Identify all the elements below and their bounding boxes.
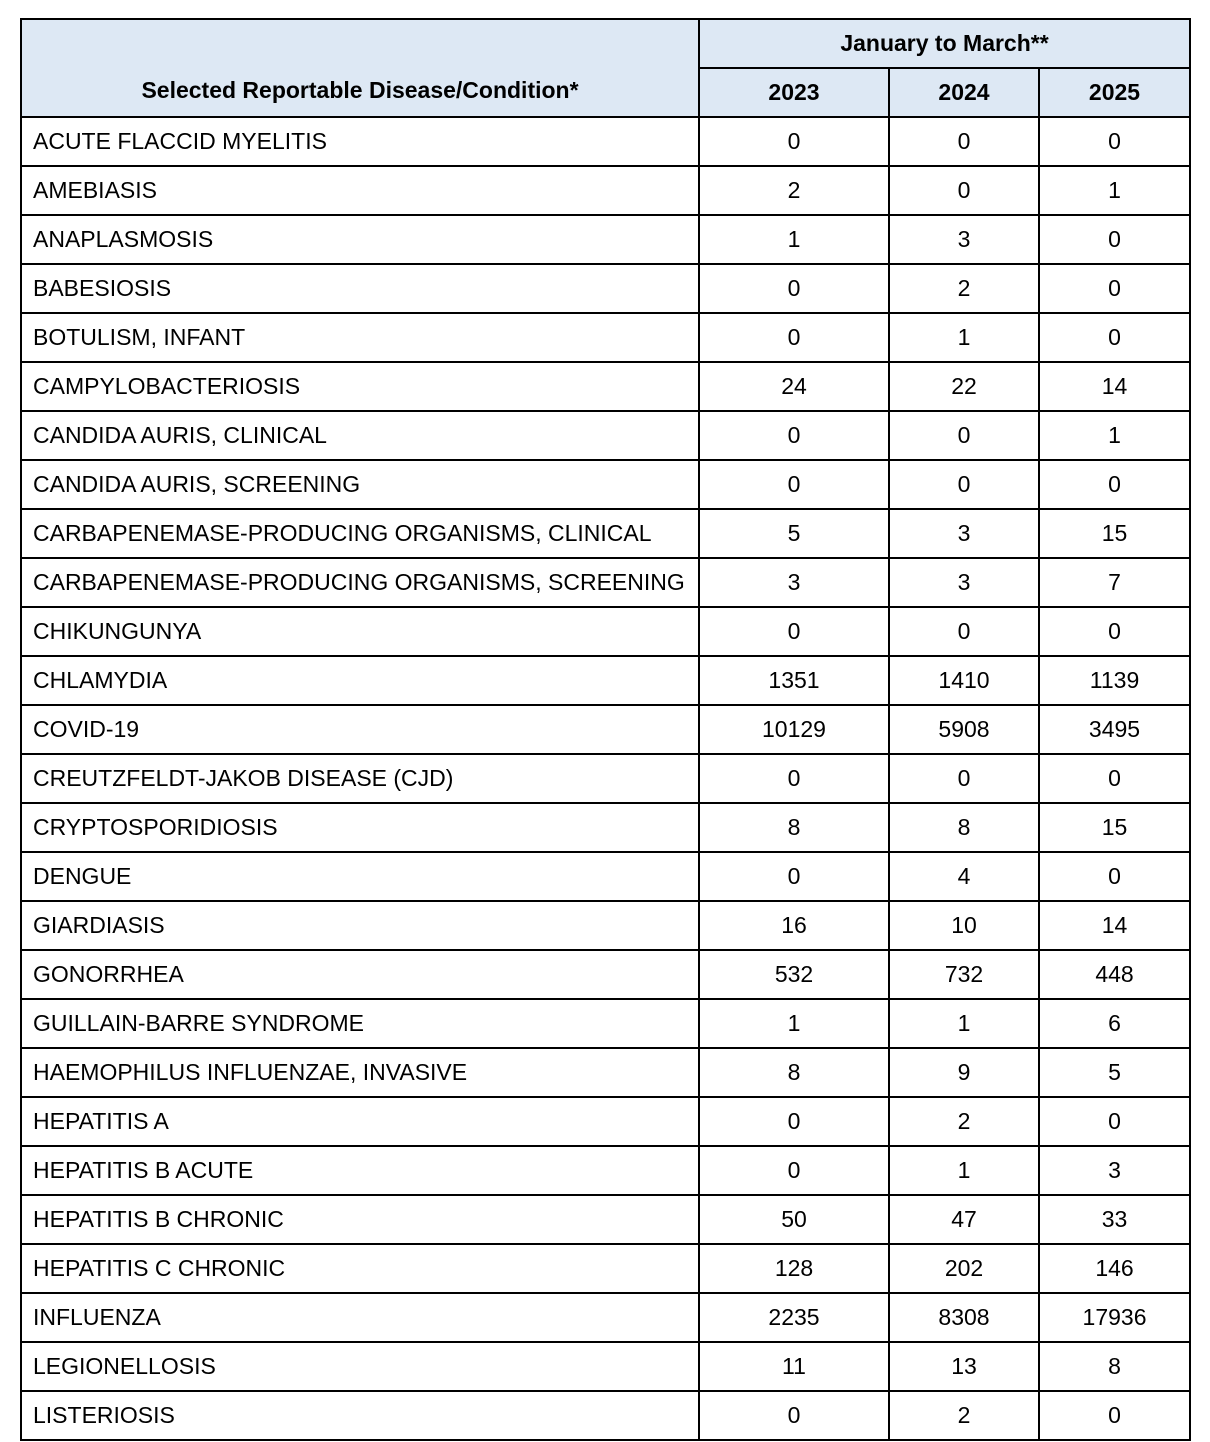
count-cell-2025: 1 bbox=[1039, 166, 1190, 215]
count-cell-2023: 0 bbox=[699, 852, 889, 901]
condition-name-cell: CANDIDA AURIS, SCREENING bbox=[21, 460, 699, 509]
condition-name-cell: BOTULISM, INFANT bbox=[21, 313, 699, 362]
table-row bbox=[21, 313, 1190, 362]
count-cell-2024: 0 bbox=[889, 607, 1039, 656]
table-row bbox=[21, 803, 1190, 852]
table-row bbox=[21, 264, 1190, 313]
condition-name-cell: LEGIONELLOSIS bbox=[21, 1342, 699, 1391]
count-cell-2025: 1139 bbox=[1039, 656, 1190, 705]
condition-name-cell: CREUTZFELDT-JAKOB DISEASE (CJD) bbox=[21, 754, 699, 803]
condition-name-cell: CHLAMYDIA bbox=[21, 656, 699, 705]
period-column-header: January to March** bbox=[699, 19, 1190, 68]
count-cell-2023: 2235 bbox=[699, 1293, 889, 1342]
table-row bbox=[21, 411, 1190, 460]
count-cell-2024: 0 bbox=[889, 460, 1039, 509]
table-row bbox=[21, 1293, 1190, 1342]
condition-name-cell: GONORRHEA bbox=[21, 950, 699, 999]
condition-name-cell: GIARDIASIS bbox=[21, 901, 699, 950]
condition-name-cell: HEPATITIS C CHRONIC bbox=[21, 1244, 699, 1293]
count-cell-2025: 17936 bbox=[1039, 1293, 1190, 1342]
header-row-period bbox=[21, 19, 1190, 68]
table-body bbox=[21, 117, 1190, 1440]
table-row bbox=[21, 852, 1190, 901]
count-cell-2024: 1 bbox=[889, 999, 1039, 1048]
count-cell-2025: 0 bbox=[1039, 754, 1190, 803]
count-cell-2023: 0 bbox=[699, 264, 889, 313]
condition-name-cell: CARBAPENEMASE-PRODUCING ORGANISMS, CLINICAL bbox=[21, 509, 699, 558]
count-cell-2023: 0 bbox=[699, 1146, 889, 1195]
condition-name-cell: AMEBIASIS bbox=[21, 166, 699, 215]
count-cell-2025: 448 bbox=[1039, 950, 1190, 999]
count-cell-2024: 202 bbox=[889, 1244, 1039, 1293]
table-row bbox=[21, 656, 1190, 705]
year-column-header: 2023 bbox=[699, 68, 889, 117]
count-cell-2025: 7 bbox=[1039, 558, 1190, 607]
count-cell-2024: 3 bbox=[889, 558, 1039, 607]
count-cell-2024: 10 bbox=[889, 901, 1039, 950]
condition-name-cell: GUILLAIN-BARRE SYNDROME bbox=[21, 999, 699, 1048]
count-cell-2023: 1351 bbox=[699, 656, 889, 705]
table-row bbox=[21, 1342, 1190, 1391]
count-cell-2024: 0 bbox=[889, 117, 1039, 166]
count-cell-2024: 1 bbox=[889, 313, 1039, 362]
count-cell-2024: 2 bbox=[889, 264, 1039, 313]
count-cell-2023: 2 bbox=[699, 166, 889, 215]
count-cell-2023: 11 bbox=[699, 1342, 889, 1391]
count-cell-2025: 1 bbox=[1039, 411, 1190, 460]
count-cell-2025: 15 bbox=[1039, 803, 1190, 852]
table-row bbox=[21, 166, 1190, 215]
count-cell-2024: 0 bbox=[889, 166, 1039, 215]
count-cell-2024: 732 bbox=[889, 950, 1039, 999]
year-column-header: 2025 bbox=[1039, 68, 1190, 117]
count-cell-2024: 2 bbox=[889, 1097, 1039, 1146]
count-cell-2025: 3495 bbox=[1039, 705, 1190, 754]
count-cell-2023: 0 bbox=[699, 117, 889, 166]
table-row bbox=[21, 558, 1190, 607]
count-cell-2025: 0 bbox=[1039, 1097, 1190, 1146]
condition-name-cell: CAMPYLOBACTERIOSIS bbox=[21, 362, 699, 411]
count-cell-2024: 0 bbox=[889, 754, 1039, 803]
count-cell-2023: 0 bbox=[699, 1097, 889, 1146]
count-cell-2025: 14 bbox=[1039, 362, 1190, 411]
condition-name-cell: CHIKUNGUNYA bbox=[21, 607, 699, 656]
condition-name-cell: CANDIDA AURIS, CLINICAL bbox=[21, 411, 699, 460]
condition-name-cell: HEPATITIS B CHRONIC bbox=[21, 1195, 699, 1244]
table-row bbox=[21, 1195, 1190, 1244]
count-cell-2025: 6 bbox=[1039, 999, 1190, 1048]
count-cell-2024: 9 bbox=[889, 1048, 1039, 1097]
table-row bbox=[21, 117, 1190, 166]
count-cell-2025: 0 bbox=[1039, 607, 1190, 656]
count-cell-2025: 0 bbox=[1039, 117, 1190, 166]
count-cell-2023: 1 bbox=[699, 215, 889, 264]
count-cell-2024: 3 bbox=[889, 509, 1039, 558]
count-cell-2023: 532 bbox=[699, 950, 889, 999]
count-cell-2025: 0 bbox=[1039, 215, 1190, 264]
count-cell-2023: 0 bbox=[699, 411, 889, 460]
condition-name-cell: ANAPLASMOSIS bbox=[21, 215, 699, 264]
count-cell-2025: 15 bbox=[1039, 509, 1190, 558]
disease-table bbox=[20, 18, 1191, 1441]
table-row bbox=[21, 1391, 1190, 1440]
count-cell-2024: 8 bbox=[889, 803, 1039, 852]
count-cell-2025: 0 bbox=[1039, 460, 1190, 509]
condition-name-cell: LISTERIOSIS bbox=[21, 1391, 699, 1440]
count-cell-2024: 3 bbox=[889, 215, 1039, 264]
count-cell-2024: 1 bbox=[889, 1146, 1039, 1195]
count-cell-2025: 0 bbox=[1039, 852, 1190, 901]
count-cell-2024: 1410 bbox=[889, 656, 1039, 705]
count-cell-2023: 16 bbox=[699, 901, 889, 950]
count-cell-2024: 4 bbox=[889, 852, 1039, 901]
condition-name-cell: INFLUENZA bbox=[21, 1293, 699, 1342]
count-cell-2023: 0 bbox=[699, 460, 889, 509]
count-cell-2025: 3 bbox=[1039, 1146, 1190, 1195]
year-column-header: 2024 bbox=[889, 68, 1039, 117]
condition-name-cell: HEPATITIS A bbox=[21, 1097, 699, 1146]
table-row bbox=[21, 999, 1190, 1048]
count-cell-2025: 8 bbox=[1039, 1342, 1190, 1391]
table-row bbox=[21, 754, 1190, 803]
count-cell-2025: 146 bbox=[1039, 1244, 1190, 1293]
count-cell-2024: 22 bbox=[889, 362, 1039, 411]
condition-name-cell: DENGUE bbox=[21, 852, 699, 901]
count-cell-2024: 0 bbox=[889, 411, 1039, 460]
count-cell-2025: 0 bbox=[1039, 313, 1190, 362]
count-cell-2023: 3 bbox=[699, 558, 889, 607]
count-cell-2024: 8308 bbox=[889, 1293, 1039, 1342]
table-header bbox=[21, 19, 1190, 117]
count-cell-2025: 33 bbox=[1039, 1195, 1190, 1244]
count-cell-2023: 8 bbox=[699, 803, 889, 852]
condition-name-cell: HEPATITIS B ACUTE bbox=[21, 1146, 699, 1195]
condition-name-cell: CARBAPENEMASE-PRODUCING ORGANISMS, SCREENING bbox=[21, 558, 699, 607]
count-cell-2023: 128 bbox=[699, 1244, 889, 1293]
count-cell-2025: 5 bbox=[1039, 1048, 1190, 1097]
table-row bbox=[21, 215, 1190, 264]
table-row bbox=[21, 1244, 1190, 1293]
count-cell-2024: 13 bbox=[889, 1342, 1039, 1391]
count-cell-2025: 14 bbox=[1039, 901, 1190, 950]
count-cell-2023: 0 bbox=[699, 313, 889, 362]
table-row bbox=[21, 1146, 1190, 1195]
count-cell-2025: 0 bbox=[1039, 264, 1190, 313]
table-row bbox=[21, 950, 1190, 999]
table-row bbox=[21, 1048, 1190, 1097]
condition-name-cell: CRYPTOSPORIDIOSIS bbox=[21, 803, 699, 852]
count-cell-2023: 8 bbox=[699, 1048, 889, 1097]
count-cell-2024: 2 bbox=[889, 1391, 1039, 1440]
table-row bbox=[21, 901, 1190, 950]
count-cell-2023: 24 bbox=[699, 362, 889, 411]
count-cell-2023: 0 bbox=[699, 607, 889, 656]
table-row bbox=[21, 705, 1190, 754]
condition-name-cell: COVID-19 bbox=[21, 705, 699, 754]
count-cell-2023: 0 bbox=[699, 754, 889, 803]
count-cell-2023: 5 bbox=[699, 509, 889, 558]
condition-name-cell: HAEMOPHILUS INFLUENZAE, INVASIVE bbox=[21, 1048, 699, 1097]
count-cell-2023: 50 bbox=[699, 1195, 889, 1244]
count-cell-2023: 1 bbox=[699, 999, 889, 1048]
count-cell-2023: 0 bbox=[699, 1391, 889, 1440]
table-row bbox=[21, 509, 1190, 558]
count-cell-2024: 47 bbox=[889, 1195, 1039, 1244]
table-row bbox=[21, 607, 1190, 656]
condition-column-header: Selected Reportable Disease/Condition* bbox=[21, 19, 699, 117]
condition-name-cell: ACUTE FLACCID MYELITIS bbox=[21, 117, 699, 166]
table-row bbox=[21, 362, 1190, 411]
table-row bbox=[21, 460, 1190, 509]
count-cell-2023: 10129 bbox=[699, 705, 889, 754]
count-cell-2025: 0 bbox=[1039, 1391, 1190, 1440]
condition-name-cell: BABESIOSIS bbox=[21, 264, 699, 313]
count-cell-2024: 5908 bbox=[889, 705, 1039, 754]
table-row bbox=[21, 1097, 1190, 1146]
